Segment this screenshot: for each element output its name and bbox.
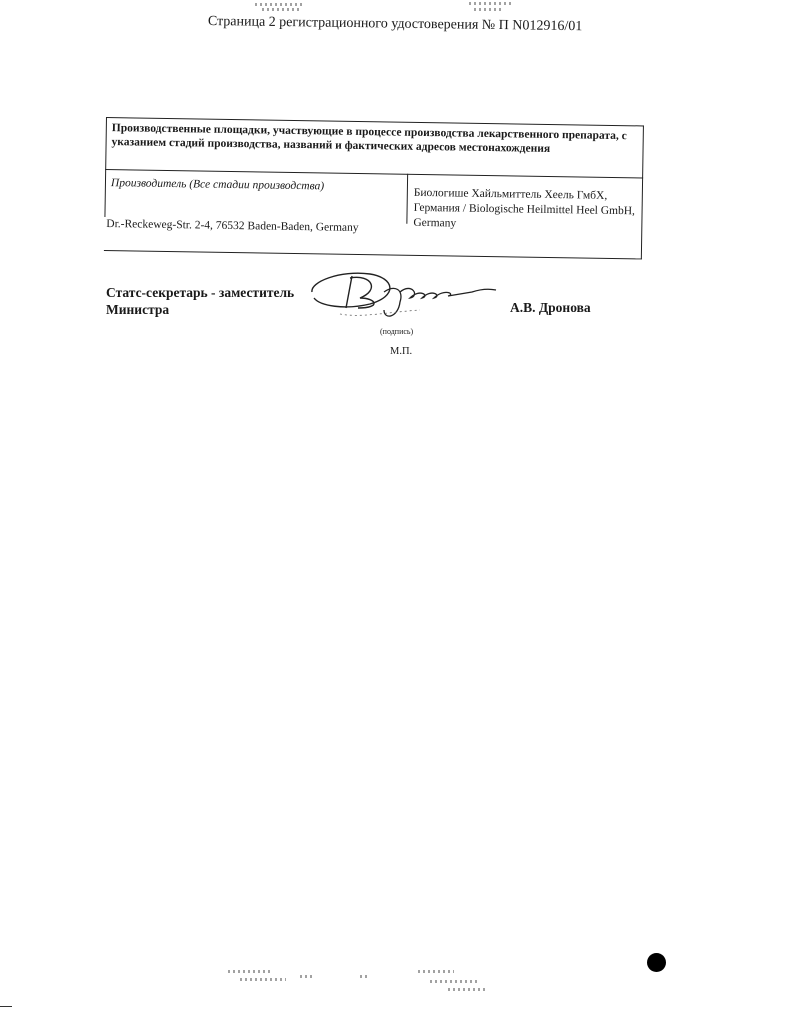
scan-noise (255, 3, 303, 6)
table-border-left (104, 117, 107, 217)
production-sites-table (104, 117, 644, 259)
scan-noise (360, 975, 370, 978)
signature-caption: (подпись) (380, 327, 414, 336)
scan-noise (474, 8, 504, 11)
scan-noise (448, 988, 486, 991)
signer-name: А.В. Дронова (510, 300, 591, 315)
scan-noise (240, 978, 286, 981)
signer-title-line1: Статс-секретарь - заместитель (106, 285, 295, 300)
table-border-right (641, 125, 644, 259)
punch-hole-mark (647, 953, 666, 972)
handwritten-signature (300, 262, 510, 322)
signer-title-line2: Министра (106, 302, 170, 317)
manufacturer-label: Производитель (Все стадии производства) (110, 177, 325, 193)
scan-edge-line (0, 1006, 12, 1007)
scan-noise (262, 8, 302, 11)
table-border-bottom (104, 250, 642, 259)
table-heading: Производственные площадки, участвующие в процессе производства лекарственного препарата, с указанием стадий производства, названий и фактических адресов местонахождения (111, 122, 627, 155)
manufacturer-name: Биологише Хайльмиттель Хеель ГмбХ, Германия / Biologische Heilmittel Heel GmbH, Germany (413, 186, 636, 230)
scan-noise (228, 970, 270, 973)
scan-noise (469, 2, 511, 5)
scan-noise (418, 970, 454, 973)
manufacturer-address: Dr.-Reckeweg-Str. 2-4, 76532 Baden-Baden, Germany (106, 218, 359, 234)
stamp-place-label: М.П. (390, 346, 413, 357)
table-column-divider (406, 174, 408, 224)
table-divider (105, 169, 643, 178)
page-header: Страница 2 регистрационного удостоверения № П N012916/01 (207, 14, 583, 35)
scan-noise (300, 975, 314, 978)
signer-title (106, 284, 294, 318)
scan-noise (430, 980, 480, 983)
